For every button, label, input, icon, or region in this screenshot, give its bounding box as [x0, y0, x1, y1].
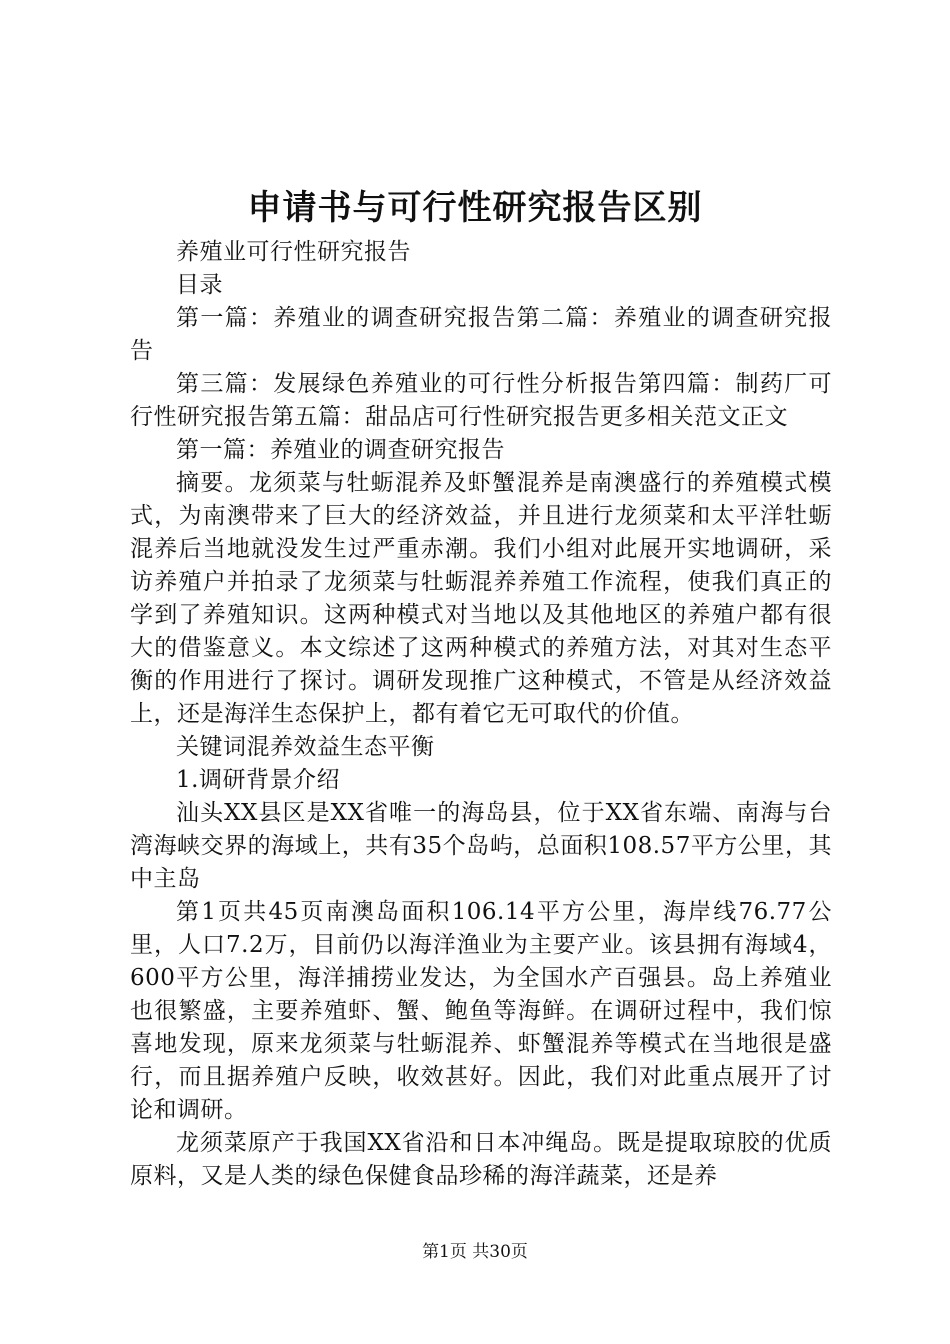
paragraph-chapter-heading: 第一篇：养殖业的调查研究报告	[176, 437, 505, 463]
paragraph-subtitle: 养殖业可行性研究报告	[176, 239, 411, 265]
page-number-footer: 第1页 共30页	[422, 1242, 528, 1262]
paragraph-toc-line-1: 第一篇：养殖业的调查研究报告第二篇：养殖业的调查研究报告	[130, 305, 832, 364]
document-title: 申请书与可行性研究报告区别	[247, 188, 703, 228]
document-body	[130, 236, 832, 1193]
paragraph-toc-line-2: 第三篇：发展绿色养殖业的可行性分析报告第四篇：制药厂可行性研究报告第五篇：甜品店可行性研究报告更多相关范文正文	[130, 371, 832, 430]
paragraph-background-1: 汕头XX县区是XX省唯一的海岛县，位于XX省东端、南海与台湾海峡交界的海域上，共有35个岛屿，总面积108.57平方公里，其中主岛	[130, 800, 832, 892]
paragraph-toc-heading: 目录	[176, 272, 223, 298]
paragraph-background-3: 龙须菜原产于我国XX省沿和日本冲绳岛。既是提取琼胶的优质原料，又是人类的绿色保健食品珍稀的海洋蔬菜，还是养	[130, 1130, 832, 1189]
paragraph-background-2: 第1页共45页南澳岛面积106.14平方公里，海岸线76.77公里，人口7.2万，目前仍以海洋渔业为主要产业。该县拥有海域4，600平方公里，海洋捕捞业发达，为全国水产百强县。岛上养殖业也很繁盛，主要养殖虾、蟹、鲍鱼等海鲜。在调研过程中，我们惊喜地发现，原来龙须菜与牡蛎混养、虾蟹混养等模式在当地很是盛行，而且据养殖户反映，收效甚好。因此，我们对此重点展开了讨论和调研。	[130, 899, 832, 1123]
paragraph-section-heading: 1.调研背景介绍	[176, 767, 340, 793]
paragraph-abstract: 摘要。龙须菜与牡蛎混养及虾蟹混养是南澳盛行的养殖模式模式，为南澳带来了巨大的经济效益，并且进行龙须菜和太平洋牡蛎混养后当地就没发生过严重赤潮。我们小组对此展开实地调研，采访养殖户并拍录了龙须菜与牡蛎混养养殖工作流程，使我们真正的学到了养殖知识。这两种模式对当地以及其他地区的养殖户都有很大的借鉴意义。本文综述了这两种模式的养殖方法，对其对生态平衡的作用进行了探讨。调研发现推广这种模式，不管是从经济效益上，还是海洋生态保护上，都有着它无可取代的价值。	[130, 470, 832, 727]
paragraph-keywords: 关键词混养效益生态平衡	[176, 734, 435, 760]
